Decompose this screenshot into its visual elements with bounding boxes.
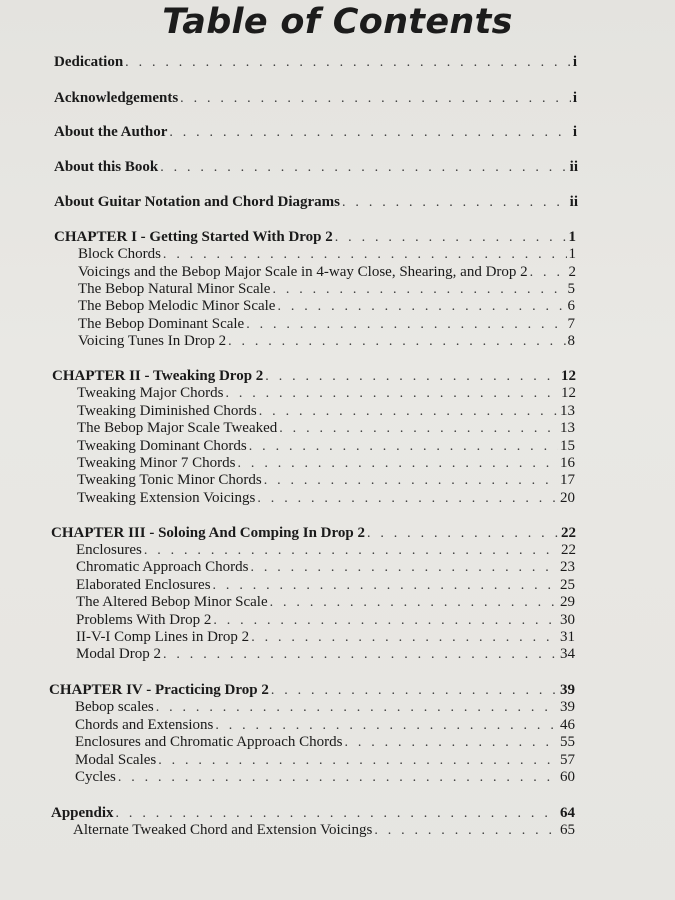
entry-page: i [572,124,577,140]
entry-page: 17 [560,472,575,488]
entry-label: The Altered Bebop Minor Scale [76,594,268,610]
entry-label: Problems With Drop 2 [76,612,212,628]
entry-page: 64 [560,805,575,821]
entry-page: 6 [567,298,575,314]
leader-dots [335,230,567,246]
entry-label: Enclosures [76,542,142,558]
toc-entry[interactable] [73,822,575,839]
leader-dots [238,456,558,472]
leader-dots [160,160,567,176]
entry-label: Tweaking Minor 7 Chords [77,455,236,471]
leader-dots [257,491,558,507]
leader-dots [125,55,571,71]
entry-label: Chords and Extensions [75,717,214,733]
leader-dots [158,753,558,769]
toc-entry[interactable] [77,403,575,420]
entry-label: CHAPTER III - Soloing And Comping In Drop 2 [51,525,365,541]
leader-dots [277,299,565,315]
toc-chapter-3[interactable] [51,525,576,542]
toc-appendix[interactable] [51,805,575,822]
entry-page: 13 [560,420,575,436]
leader-dots [265,369,559,385]
entry-page: 65 [560,822,575,838]
leader-dots [156,700,558,716]
leader-dots [342,195,568,211]
entry-page: 29 [560,594,575,610]
entry-label: Elaborated Enclosures [76,577,211,593]
toc-entry-about-book[interactable] [54,159,578,176]
entry-page: 1 [568,246,576,262]
leader-dots [250,560,558,576]
toc-entry-notation[interactable] [54,194,578,211]
leader-dots [215,718,558,734]
entry-page: 5 [567,281,575,297]
entry-label: Voicing Tunes In Drop 2 [78,333,227,349]
entry-label: The Bebop Melodic Minor Scale [78,298,276,314]
toc-entry-acknowledgements[interactable] [54,90,577,107]
entry-label: Bebop scales [75,699,154,715]
entry-page: 23 [560,559,575,575]
entry-label: CHAPTER IV - Practicing Drop 2 [49,682,269,698]
entry-page: 34 [560,646,575,662]
entry-page: 60 [560,769,575,785]
leader-dots [169,125,570,141]
leader-dots [118,770,558,786]
leader-dots [213,578,558,594]
toc-entry[interactable] [75,769,575,786]
leader-dots [367,526,559,542]
page-title: Table of Contents [162,2,513,42]
entry-page: 39 [560,699,575,715]
toc-entry[interactable] [75,699,575,716]
entry-label: Cycles [75,769,116,785]
entry-page: i [572,54,577,70]
entry-page: i [572,90,577,106]
entry-label: CHAPTER I - Getting Started With Drop 2 [54,229,333,245]
leader-dots [228,334,565,350]
leader-dots [374,823,558,839]
entry-label: II-V-I Comp Lines in Drop 2 [76,629,250,645]
toc-entry[interactable] [75,734,575,751]
leader-dots [246,317,565,333]
entry-label: Block Chords [78,246,161,262]
toc-entry[interactable] [75,717,575,734]
toc-entry[interactable] [76,594,575,611]
toc-entry-about-author[interactable] [54,124,577,141]
entry-page: 39 [560,682,575,698]
toc-entry-dedication[interactable] [54,54,577,71]
entry-page: 31 [560,629,575,645]
entry-label: Alternate Tweaked Chord and Extension Voicings [73,822,373,838]
toc-chapter-2[interactable] [52,368,576,385]
leader-dots [116,806,558,822]
entry-label: Tweaking Major Chords [77,385,224,401]
entry-page: 22 [561,525,576,541]
leader-dots [163,647,558,663]
leader-dots [144,543,559,559]
entry-label: Modal Scales [75,752,157,768]
entry-page: ii [569,194,578,210]
toc-entry[interactable] [77,472,575,489]
leader-dots [180,91,571,107]
toc-entry[interactable] [76,612,575,629]
entry-page: 16 [560,455,575,471]
toc-entry[interactable] [77,455,575,472]
entry-label: Tweaking Tonic Minor Chords [77,472,262,488]
toc-entry[interactable] [78,246,576,263]
entry-label: CHAPTER II - Tweaking Drop 2 [52,368,264,384]
entry-label: Tweaking Dominant Chords [77,438,247,454]
toc-entry[interactable] [77,385,576,402]
entry-page: 22 [561,542,576,558]
entry-label: The Bebop Dominant Scale [78,316,245,332]
entry-page: 25 [560,577,575,593]
entry-label: Tweaking Diminished Chords [77,403,257,419]
entry-label: The Bebop Natural Minor Scale [78,281,271,297]
entry-label: About Guitar Notation and Chord Diagrams [54,194,341,210]
entry-page: 8 [567,333,575,349]
entry-label: Dedication [54,54,124,70]
entry-page: 15 [560,438,575,454]
toc-entry[interactable] [75,752,575,769]
leader-dots [249,439,558,455]
toc-entry[interactable] [77,420,575,437]
entry-page: 30 [560,612,575,628]
entry-label: Acknowledgements [54,90,179,106]
leader-dots [271,683,558,699]
entry-page: 57 [560,752,575,768]
entry-page: 1 [568,229,576,245]
toc-chapter-4[interactable] [49,682,575,699]
entry-page: 55 [560,734,575,750]
leader-dots [163,247,567,263]
leader-dots [344,735,558,751]
entry-page: 12 [561,368,576,384]
toc-entry[interactable] [76,542,576,559]
entry-label: The Bebop Major Scale Tweaked [77,420,278,436]
toc-entry[interactable] [78,316,575,333]
toc-entry[interactable] [78,298,575,315]
entry-page: 46 [560,717,575,733]
toc-entry[interactable] [78,281,575,298]
entry-label: Voicings and the Bebop Major Scale in 4-way Close, Shearing, and Drop 2 [78,264,528,280]
entry-label: Appendix [51,805,114,821]
entry-label: Enclosures and Chromatic Approach Chords [75,734,343,750]
toc-entry[interactable] [76,629,575,646]
leader-dots [251,630,558,646]
leader-dots [279,421,558,437]
toc-entry[interactable] [78,333,575,350]
entry-page: 20 [560,490,575,506]
entry-page: 7 [567,316,575,332]
leader-dots [259,404,558,420]
toc-entry[interactable] [76,646,575,663]
leader-dots [213,613,558,629]
toc-entry[interactable] [77,438,575,455]
entry-page: ii [569,159,578,175]
entry-label: Tweaking Extension Voicings [77,490,256,506]
toc-chapter-1[interactable] [54,229,576,246]
leader-dots [272,282,565,298]
leader-dots [270,595,558,611]
toc-entry[interactable] [76,559,575,576]
toc-entry[interactable] [78,264,576,281]
entry-page: 12 [561,385,576,401]
entry-label: Modal Drop 2 [76,646,161,662]
leader-dots [225,386,559,402]
entry-label: Chromatic Approach Chords [76,559,249,575]
toc-entry[interactable] [77,490,575,507]
toc-entry[interactable] [76,577,575,594]
entry-label: About this Book [54,159,159,175]
leader-dots [264,473,558,489]
entry-page: 13 [560,403,575,419]
entry-page: 2 [568,264,576,280]
entry-label: About the Author [54,124,168,140]
leader-dots [530,265,567,281]
